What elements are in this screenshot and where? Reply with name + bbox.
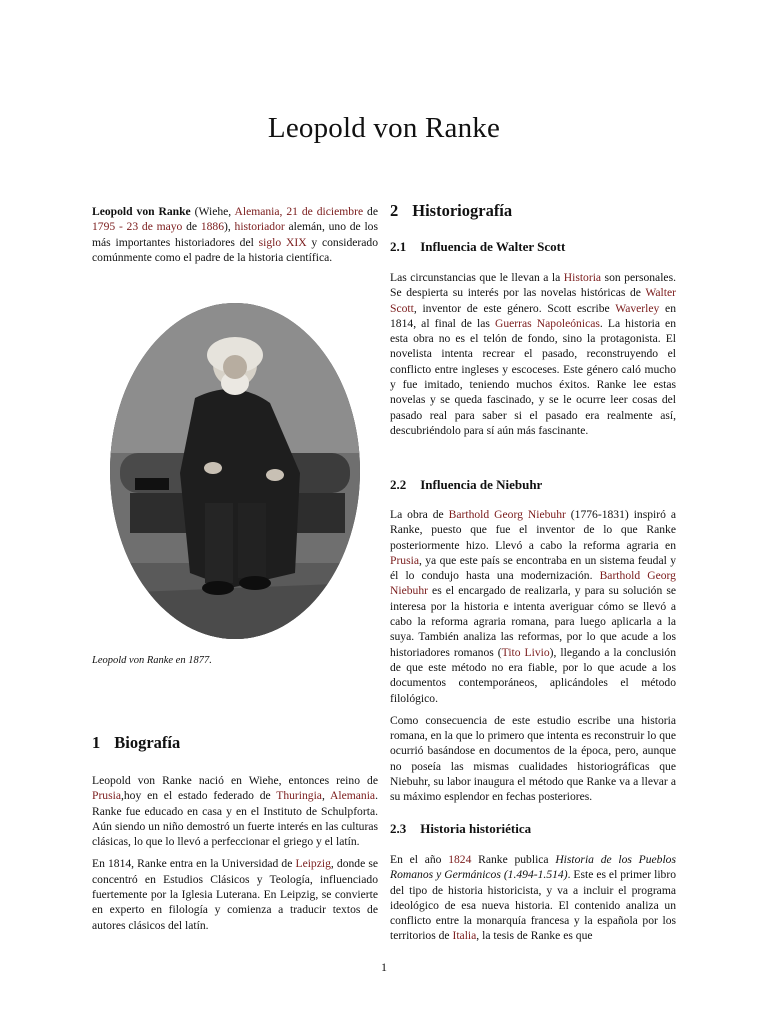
body-text: ), llegando a la conclusión de que este método no era fiable, por lo que acude a los documentos contemporáneos, aplicándoles el método filológico. <box>390 645 676 705</box>
link-thuringia[interactable]: Thuringia <box>276 789 322 803</box>
section-2-1-heading <box>390 238 565 256</box>
intro-name: Leopold von Ranke <box>92 205 191 218</box>
body-text: La obra de <box>390 508 449 521</box>
intro-text: (Wiehe, <box>190 205 235 218</box>
bio-text: . Ranke fue educado en casa y en el Instituto de Schulpforta. Aún siendo un niño demostró un fuerte interés en las culturas clásicas, lo que lo llevó a perfeccionar el griego y el latín. <box>92 789 378 849</box>
body-text: , ya que este país se encontraba en un sistema feudal y él lo condujo hasta una modernización. <box>390 553 676 583</box>
niebuhr-paragraph-2: Como consecuencia de este estudio escribe una historia romana, en la que lo primero que intenta es reconstruir lo que ocurrió basándose en documentos de la época, pero, aunque no poseía las mismas cualidades historiográficas que Niebuhr, su labor inaugura el método que Ranke va a llevar a su máximo esplendor en fechas posteriores. <box>390 713 676 804</box>
link-historia[interactable]: Historia <box>563 271 602 284</box>
link-1886[interactable]: 1886 <box>200 220 224 234</box>
link-dates[interactable]: 1795 - 23 de mayo <box>92 220 183 234</box>
intro-text: de <box>182 220 201 234</box>
link-niebuhr[interactable]: Barthold Georg Niebuhr <box>448 508 566 521</box>
section-1-heading <box>92 733 180 753</box>
body-text: es el encargado de realizarla, y para su solución se interesa por la historia e intenta averiguar cómo se llevó a cabo la reforma agraria romana, para luego aplicarla a la suya. También analiza las reformas, por lo que acude a los historiadores romanos ( <box>390 584 676 659</box>
bio-text: , <box>321 789 331 803</box>
body-text: . La historia en esta obra no es el telón de fondo, sino la protagonista. El novelista intenta recrear el pasado, reconstruyendo el conflicto entre ingleses y escoceses. Este género caló mucho y fue imitado, teniendo muchos éxitos. Ranke lee estas novelas y se queda fascinado, y se le ocurre leer cosas del pasado real para saber si el pasado era realmente así, descubriéndolo para sí aún más fascinante. <box>390 316 676 437</box>
link-prusia[interactable]: Prusia <box>92 789 121 803</box>
section-1-body <box>92 773 378 940</box>
historicist-paragraph <box>390 852 676 944</box>
link-niebuhr-2[interactable]: Barthold Georg Niebuhr <box>390 569 676 598</box>
subsection-number: 2.3 <box>390 821 407 836</box>
page-title: Leopold von Ranke <box>267 112 501 144</box>
link-guerras-napoleonicas[interactable]: Guerras Napoleónicas <box>494 316 600 330</box>
link-historiador[interactable]: historiador <box>234 220 285 234</box>
body-text: , la tesis de Ranke es que <box>476 929 593 943</box>
intro-text: ), <box>224 220 235 234</box>
intro-paragraph <box>92 204 378 265</box>
section-2-2-heading <box>390 476 542 494</box>
body-text: En el año <box>390 853 449 866</box>
body-text: son personales. Se despierta su interés por las novelas históricas de <box>390 271 676 300</box>
page-number: 1 <box>381 960 387 974</box>
link-alemania-date[interactable]: Alemania, 21 de diciembre <box>234 205 364 218</box>
link-walter-scott[interactable]: Walter Scott <box>390 286 676 315</box>
link-leipzig[interactable]: Leipzig <box>295 857 331 871</box>
link-siglo-xix[interactable]: siglo XIX <box>258 235 307 249</box>
intro-text: alemán, uno de los más importantes historiadores del <box>92 220 378 249</box>
section-title: Biografía <box>114 733 181 752</box>
subsection-number: 2.1 <box>390 239 407 254</box>
bio-paragraph-1 <box>92 773 378 849</box>
bio-text: ,hoy en el estado federado de <box>120 789 277 803</box>
body-text: , inventor de este género. Scott escribe <box>413 301 616 315</box>
bio-text: En 1814, Ranke entra en la Universidad de <box>92 857 296 871</box>
left-column <box>92 204 378 272</box>
bio-text: , donde se concentró en Estudios Clásicos y Teología, influenciado fuertemente por la Iglesia Luterana. En Leipzig, se convierte en experto en filología y comienza a traducir textos de autores clásicos del latín. <box>92 857 378 932</box>
bio-paragraph-2 <box>92 856 378 932</box>
body-text: Ranke publica <box>471 853 556 866</box>
body-text: . Este es el primer libro del tipo de historia historicista, y va a incluir el programa ideológico de esa nueva historia. El contenido analiza un conflicto entre la monarquía francesa y la española por los territorios de <box>390 868 676 943</box>
section-2-3-body <box>390 852 676 951</box>
link-1824[interactable]: 1824 <box>448 853 472 866</box>
section-2-3-heading <box>390 820 531 838</box>
body-text: Las circunstancias que le llevan a la <box>390 271 564 284</box>
section-title: Historiografía <box>412 201 513 220</box>
body-text: (1776-1831) inspiró a Ranke, puesto que fue el inventor de lo que Ranke posteriormente hizo. Llevó a cabo la reforma agraria en <box>390 508 677 552</box>
bio-text: Leopold von Ranke nació en Wiehe, entonces reino de <box>92 774 378 787</box>
scott-paragraph <box>390 270 676 438</box>
intro-text: y considerado comúnmente como el padre de la historia científica. <box>92 235 378 264</box>
portrait-illustration <box>110 303 360 639</box>
intro-text: de <box>363 205 378 218</box>
section-number: 2 <box>390 201 399 220</box>
link-tito-livio[interactable]: Tito Livio <box>501 645 550 659</box>
niebuhr-paragraph-1 <box>390 507 676 706</box>
subsection-title: Historia historiética <box>420 821 532 836</box>
subsection-title: Influencia de Niebuhr <box>420 477 543 492</box>
body-text: en 1814, al final de las <box>390 301 676 330</box>
link-italia[interactable]: Italia <box>452 929 477 943</box>
link-prusia-2[interactable]: Prusia <box>390 553 419 567</box>
figure-caption: Leopold von Ranke en 1877. <box>92 655 212 666</box>
section-number: 1 <box>92 733 101 752</box>
subsection-title: Influencia de Walter Scott <box>420 239 566 254</box>
link-waverley[interactable]: Waverley <box>615 301 660 315</box>
section-2-2-body <box>390 507 676 812</box>
section-2-1-body <box>390 270 676 445</box>
section-2-heading <box>390 201 512 221</box>
subsection-number: 2.2 <box>390 477 407 492</box>
link-alemania[interactable]: Alemania <box>330 789 376 803</box>
portrait-image <box>110 303 360 639</box>
book-title: Historia de los Pueblos Romanos y Germánicos (1.494-1.514) <box>390 853 676 882</box>
